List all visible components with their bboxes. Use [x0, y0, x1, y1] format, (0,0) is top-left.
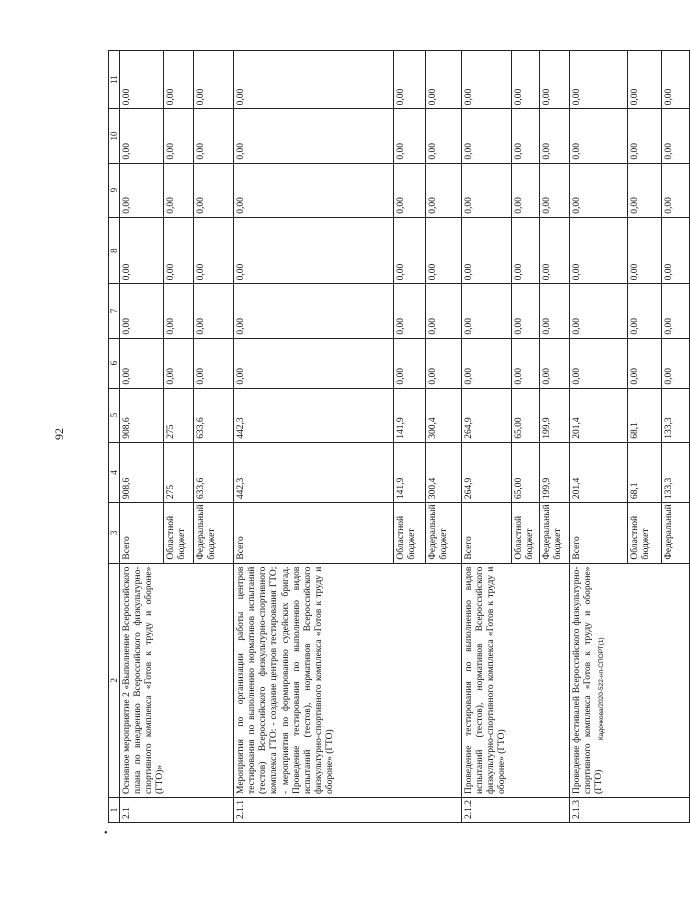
value-cell: 0,00: [394, 109, 426, 163]
value-cell: 0,00: [234, 284, 394, 338]
value-cell: 0,00: [512, 217, 540, 284]
value-cell: 0,00: [462, 51, 512, 109]
value-cell: 0,00: [394, 51, 426, 109]
table-row: [234, 51, 394, 823]
value-cell: 0,00: [164, 109, 194, 163]
value-cell: 0,00: [394, 163, 426, 217]
value-cell: 199,9: [540, 442, 570, 502]
value-cell: 442,3: [234, 388, 394, 442]
value-cell: 0,00: [164, 284, 194, 338]
value-cell: 0,00: [570, 217, 628, 284]
value-cell: 0,00: [194, 217, 234, 284]
funding-source: Федеральный: [662, 503, 690, 563]
value-cell: 0,00: [540, 51, 570, 109]
value-cell: 0,00: [426, 284, 462, 338]
funding-source: Областной бюджет: [628, 503, 662, 563]
value-cell: 633,6: [194, 388, 234, 442]
value-cell: 275: [164, 388, 194, 442]
value-cell: 264,9: [462, 388, 512, 442]
table-row: [120, 51, 164, 823]
value-cell: 0,00: [462, 217, 512, 284]
column-header: 6: [109, 338, 120, 388]
item-code: 2.1.2: [462, 798, 570, 823]
value-cell: 0,00: [194, 163, 234, 217]
value-cell: 0,00: [462, 163, 512, 217]
value-cell: 0,00: [394, 284, 426, 338]
column-header: 2: [109, 563, 120, 797]
value-cell: 0,00: [662, 284, 690, 338]
value-cell: 0,00: [540, 217, 570, 284]
value-cell: 141,9: [394, 388, 426, 442]
value-cell: 0,00: [426, 51, 462, 109]
value-cell: 0,00: [234, 109, 394, 163]
value-cell: 0,00: [512, 338, 540, 388]
value-cell: 0,00: [662, 109, 690, 163]
value-cell: 0,00: [540, 338, 570, 388]
rotated-table-container: [108, 50, 675, 823]
value-cell: 0,00: [426, 163, 462, 217]
value-cell: 0,00: [234, 163, 394, 217]
item-description: Мероприятия по организации работы центров тестирования по выполнению нормативов испытаний (тестов) Всероссийского физкультурно-спортивного комплекса ГТО: - создание центров тестирования ГТО; - мероприятия по формированию судейских бригад. Проведение тестирования по выполнению видов испытаний (тестов), нормативов Всероссийского физкультурно-спортивного комплекса «Готов к труду и обороне» (ГТО): [234, 563, 462, 797]
value-cell: 0,00: [426, 338, 462, 388]
value-cell: 0,00: [394, 217, 426, 284]
value-cell: 201,4: [570, 388, 628, 442]
value-cell: 0,00: [164, 217, 194, 284]
value-cell: 0,00: [512, 284, 540, 338]
value-cell: 633,6: [194, 442, 234, 502]
value-cell: 0,00: [164, 51, 194, 109]
value-cell: 65,00: [512, 442, 540, 502]
value-cell: 0,00: [540, 284, 570, 338]
value-cell: 133,3: [662, 442, 690, 502]
value-cell: 0,00: [540, 163, 570, 217]
column-header: 5: [109, 388, 120, 442]
column-header: 4: [109, 442, 120, 502]
column-header: 3: [109, 503, 120, 563]
funding-source: Областной бюджет: [164, 503, 194, 563]
funding-source: Федеральный бюджет: [540, 503, 570, 563]
footer-code: Кадочкова/2020-522-нп-СПОРТ(1): [598, 637, 605, 740]
value-cell: 0,00: [120, 338, 164, 388]
funding-source: Всего: [120, 503, 164, 563]
value-cell: 0,00: [570, 163, 628, 217]
value-cell: 0,00: [426, 217, 462, 284]
funding-source: Областной бюджет: [512, 503, 540, 563]
value-cell: 0,00: [462, 338, 512, 388]
value-cell: 442,3: [234, 442, 394, 502]
item-code: 2.1: [120, 798, 234, 823]
value-cell: 0,00: [462, 109, 512, 163]
value-cell: 0,00: [234, 217, 394, 284]
value-cell: 0,00: [628, 284, 662, 338]
value-cell: 0,00: [628, 51, 662, 109]
value-cell: 0,00: [194, 338, 234, 388]
value-cell: 199,9: [540, 388, 570, 442]
value-cell: 0,00: [628, 163, 662, 217]
funding-source: Федеральный бюджет: [194, 503, 234, 563]
value-cell: 0,00: [426, 109, 462, 163]
value-cell: 0,00: [194, 51, 234, 109]
funding-source: Областной бюджет: [394, 503, 426, 563]
value-cell: 300,4: [426, 442, 462, 502]
value-cell: 0,00: [194, 284, 234, 338]
value-cell: 264,9: [462, 442, 512, 502]
value-cell: 0,00: [120, 109, 164, 163]
value-cell: 0,00: [234, 338, 394, 388]
value-cell: 300,4: [426, 388, 462, 442]
column-header: 8: [109, 217, 120, 284]
value-cell: 0,00: [628, 217, 662, 284]
column-header: 11: [109, 51, 120, 109]
value-cell: 0,00: [628, 338, 662, 388]
funding-source: Всего: [234, 503, 394, 563]
table-row: [462, 51, 512, 823]
value-cell: 0,00: [164, 163, 194, 217]
value-cell: 0,00: [662, 338, 690, 388]
value-cell: 908,6: [120, 388, 164, 442]
value-cell: 0,00: [462, 284, 512, 338]
value-cell: 908,6: [120, 442, 164, 502]
value-cell: 0,00: [570, 109, 628, 163]
item-description: Основное мероприятие 2 «Выполнение Всероссийского плана по внедрению Всероссийского физкультурно-спортивного комплекса «Готов к труду и обороне» (ГТО)»: [120, 563, 234, 797]
header-row: [109, 51, 120, 823]
value-cell: 0,00: [570, 51, 628, 109]
funding-source: Федеральный бюджет: [426, 503, 462, 563]
value-cell: 0,00: [540, 109, 570, 163]
column-header: 7: [109, 284, 120, 338]
value-cell: 133,3: [662, 388, 690, 442]
value-cell: 0,00: [570, 338, 628, 388]
value-cell: 0,00: [512, 163, 540, 217]
margin-dot: •: [104, 828, 108, 839]
value-cell: 0,00: [234, 51, 394, 109]
funding-source: Всего: [570, 503, 628, 563]
value-cell: 0,00: [628, 109, 662, 163]
value-cell: 68,1: [628, 442, 662, 502]
item-description: Проведение фестивалей Всероссийского физкультурно-спортивного комплекса «Готов к труду и обороне» (ГТО): [570, 563, 690, 797]
value-cell: 141,9: [394, 442, 426, 502]
value-cell: 0,00: [120, 163, 164, 217]
value-cell: 0,00: [512, 109, 540, 163]
value-cell: 0,00: [394, 338, 426, 388]
value-cell: 65,00: [512, 388, 540, 442]
funding-source: Всего: [462, 503, 512, 563]
value-cell: 0,00: [120, 284, 164, 338]
page-number: 92: [52, 428, 66, 440]
value-cell: 68,1: [628, 388, 662, 442]
column-header: 9: [109, 163, 120, 217]
item-code: 2.1.1: [234, 798, 462, 823]
item-description: Проведение тестирования по выполнению видов испытаний (тестов), нормативов Всероссийского физкультурно-спортивного комплекса «Готов к труду и обороне» (ГТО): [462, 563, 570, 797]
value-cell: 0,00: [662, 163, 690, 217]
column-header: 10: [109, 109, 120, 163]
value-cell: 0,00: [194, 109, 234, 163]
value-cell: 0,00: [120, 51, 164, 109]
value-cell: 0,00: [512, 51, 540, 109]
value-cell: 275: [164, 442, 194, 502]
value-cell: 201,4: [570, 442, 628, 502]
value-cell: 0,00: [662, 217, 690, 284]
value-cell: 0,00: [164, 338, 194, 388]
value-cell: 0,00: [120, 217, 164, 284]
column-header: 1: [109, 798, 120, 823]
item-code: 2.1.3: [570, 798, 690, 823]
value-cell: 0,00: [662, 51, 690, 109]
value-cell: 0,00: [570, 284, 628, 338]
